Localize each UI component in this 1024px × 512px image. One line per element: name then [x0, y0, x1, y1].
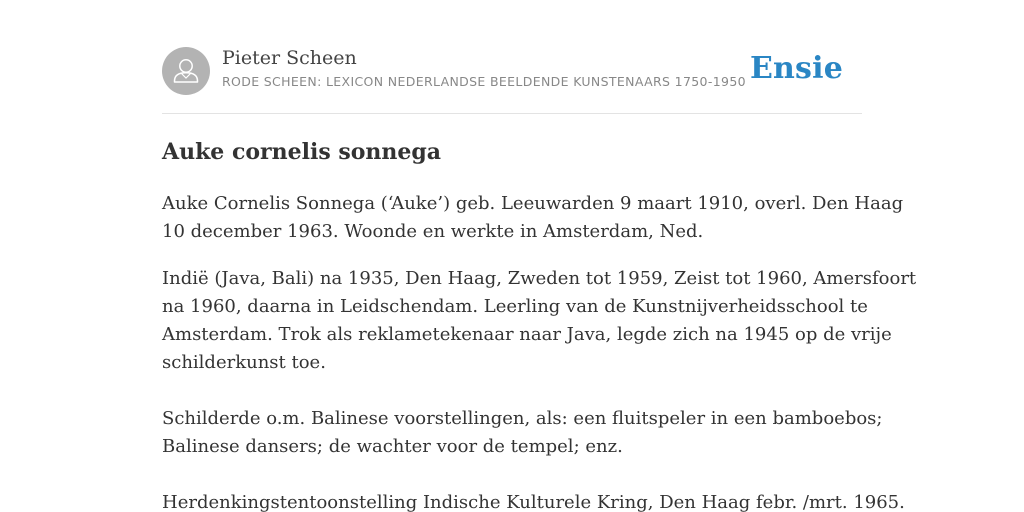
text-line: Balinese dansers; de wachter voor de tempel; enz. — [162, 436, 623, 457]
paragraph-gap — [162, 377, 882, 405]
paragraph-residence — [162, 265, 917, 377]
paragraph-biography — [162, 190, 904, 246]
article-header — [162, 46, 862, 114]
text-line: Amsterdam. Trok als reklametekenaar naar Java, legde zich na 1945 op de vrije — [162, 324, 892, 345]
article-title: Auke cornelis sonnega — [162, 139, 442, 165]
source-label[interactable]: RODE SCHEEN: LEXICON NEDERLANDSE BEELDENDE KUNSTENAARS 1750-1950 — [222, 74, 746, 89]
text-line: schilderkunst toe. — [162, 352, 326, 373]
paragraph-exhibition — [162, 489, 905, 512]
text-line: na 1960, daarna in Leidschendam. Leerling van de Kunstnijverheidsschool te — [162, 296, 868, 317]
user-silhouette-icon — [162, 47, 210, 95]
paragraph-gap — [162, 461, 882, 489]
article-body — [162, 190, 917, 512]
paragraph-works — [162, 405, 882, 461]
text-line: Herdenkingstentoonstelling Indische Kulturele Kring, Den Haag febr. /mrt. 1965. — [162, 492, 905, 512]
text-line: Auke Cornelis Sonnega (‘Auke’) geb. Leeuwarden 9 maart 1910, overl. Den Haag — [162, 193, 904, 214]
text-line: 10 december 1963. Woonde en werkte in Amsterdam, Ned. — [162, 221, 704, 242]
author-name-link[interactable]: Pieter Scheen — [222, 47, 357, 69]
text-line: Indië (Java, Bali) na 1935, Den Haag, Zweden tot 1959, Zeist tot 1960, Amersfoort — [162, 268, 917, 289]
ensie-logo[interactable]: Ensie — [749, 51, 843, 86]
text-line: Schilderde o.m. Balinese voorstellingen, als: een fluitspeler in een bamboebos; — [162, 408, 883, 429]
author-avatar[interactable] — [162, 47, 210, 95]
